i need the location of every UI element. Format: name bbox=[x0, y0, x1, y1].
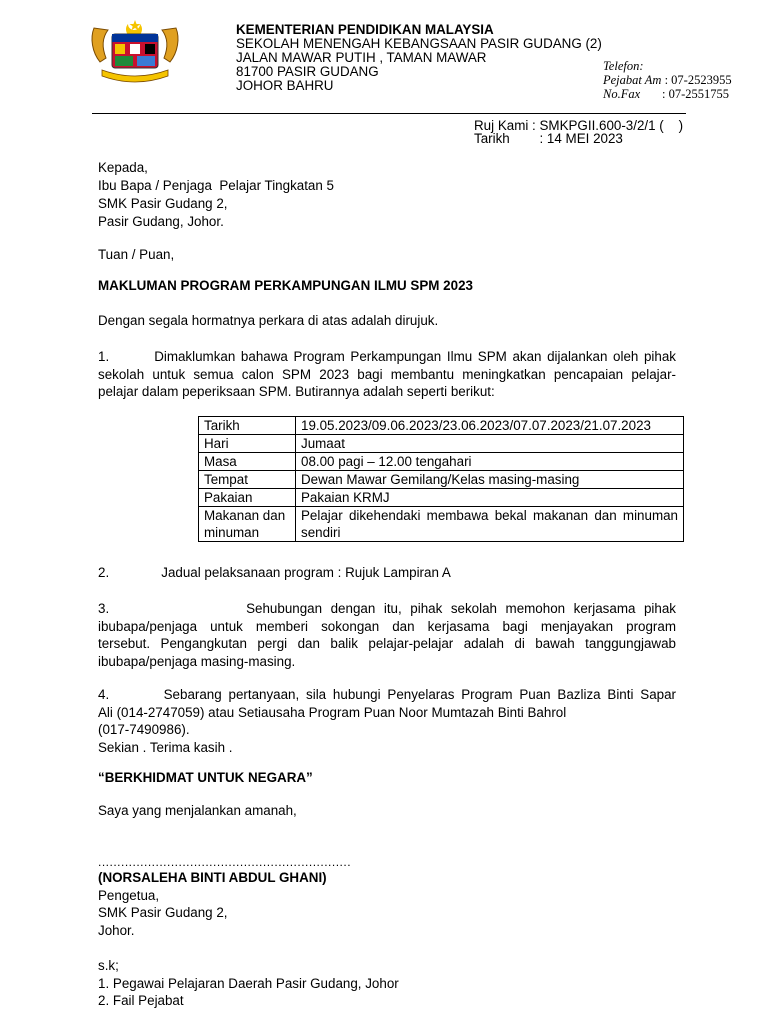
table-row: Makanan dan minuman Pelajar dikehendaki membawa bekal makanan dan minuman sendiri bbox=[199, 507, 684, 542]
signature-line: .................................................................. bbox=[98, 855, 352, 869]
signatory-state: Johor. bbox=[98, 923, 135, 938]
recipient-line-3: Pasir Gudang, Johor. bbox=[98, 214, 224, 229]
signatory-name: (NORSALEHA BINTI ABDUL GHANI) bbox=[98, 870, 327, 885]
letterhead-divider bbox=[92, 113, 686, 114]
fax-number: No.Fax : 07-2551755 bbox=[603, 87, 730, 101]
letter-subject: MAKLUMAN PROGRAM PERKAMPUNGAN ILMU SPM 2023 bbox=[98, 278, 473, 293]
opening-line: Dengan segala hormatnya perkara di atas adalah dirujuk. bbox=[98, 313, 439, 328]
recipient-line-1: Ibu Bapa / Penjaga Pelajar Tingkatan 5 bbox=[98, 178, 334, 193]
signatory-school: SMK Pasir Gudang 2, bbox=[98, 905, 228, 920]
paragraph-1: 1. Dimaklumkan bahawa Program Perkampungan Ilmu SPM akan dijalankan oleh pihak sekolah untuk semua calon SPM 2023 bagi membantu meningkatkan pencapaian pelajar- pelajar dalam peperiksaan SPM. Butirannya adalah seperti berikut: bbox=[98, 349, 676, 399]
paragraph-3: 3. Sehubungan dengan itu, pihak sekolah memohon kerjasama pihak ibubapa/penjaga untuk memberi sokongan dan kerjasama bagi menjayakan program tersebut. Pengangkutan pergi dan balik pelajar-pelajar adalah di bawah tanggungjawab ibubapa/penjaga masing-masing. bbox=[98, 601, 676, 669]
pejabat-am-phone: Pejabat Am : 07-2523955 bbox=[603, 73, 732, 87]
recipient-line-2: SMK Pasir Gudang 2, bbox=[98, 196, 228, 211]
letter-date: Tarikh : 14 MEI 2023 bbox=[474, 131, 623, 146]
table-row: Masa 08.00 pagi – 12.00 tengahari bbox=[199, 453, 684, 471]
reference-number: Ruj Kami : SMKPGII.600-3/2/1 ( ) bbox=[474, 118, 684, 133]
address-line-2: 81700 PASIR GUDANG bbox=[236, 64, 379, 79]
address-line-1: JALAN MAWAR PUTIH , TAMAN MAWAR bbox=[236, 50, 487, 65]
address-line-3: JOHOR BAHRU bbox=[236, 78, 334, 93]
malaysia-coat-of-arms-logo bbox=[88, 18, 182, 84]
telefon-label: Telefon: bbox=[603, 59, 644, 73]
paragraph-4: 4. Sebarang pertanyaan, sila hubungi Penyelaras Program Puan Bazliza Binti Sapar Ali (014-2747059) atau Setiausaha Program Puan Noor Mumtazah Binti Bahrol (017-7490986). Sekian . Terima kasih . bbox=[98, 687, 676, 755]
table-row: Tempat Dewan Mawar Gemilang/Kelas masing-masing bbox=[199, 471, 684, 489]
table-row: Hari Jumaat bbox=[199, 435, 684, 453]
closing-line: Saya yang menjalankan amanah, bbox=[98, 803, 297, 818]
ministry-name: KEMENTERIAN PENDIDIKAN MALAYSIA bbox=[236, 22, 494, 37]
table-row: Pakaian Pakaian KRMJ bbox=[199, 489, 684, 507]
program-details-table bbox=[198, 416, 684, 542]
cc-item-1: 1. Pegawai Pelajaran Daerah Pasir Gudang, Johor bbox=[98, 976, 399, 991]
salutation: Tuan / Puan, bbox=[98, 247, 175, 262]
school-name: SEKOLAH MENENGAH KEBANGSAAN PASIR GUDANG (2) bbox=[236, 36, 602, 51]
motto: “BERKHIDMAT UNTUK NEGARA” bbox=[98, 770, 313, 785]
cc-item-2: 2. Fail Pejabat bbox=[98, 993, 184, 1008]
kepada-label: Kepada, bbox=[98, 160, 148, 175]
signatory-title: Pengetua, bbox=[98, 888, 160, 903]
cc-label: s.k; bbox=[98, 958, 119, 973]
paragraph-2: 2. Jadual pelaksanaan program : Rujuk Lampiran A bbox=[98, 565, 451, 580]
table-row: Tarikh 19.05.2023/09.06.2023/23.06.2023/07.07.2023/21.07.2023 bbox=[199, 417, 684, 435]
